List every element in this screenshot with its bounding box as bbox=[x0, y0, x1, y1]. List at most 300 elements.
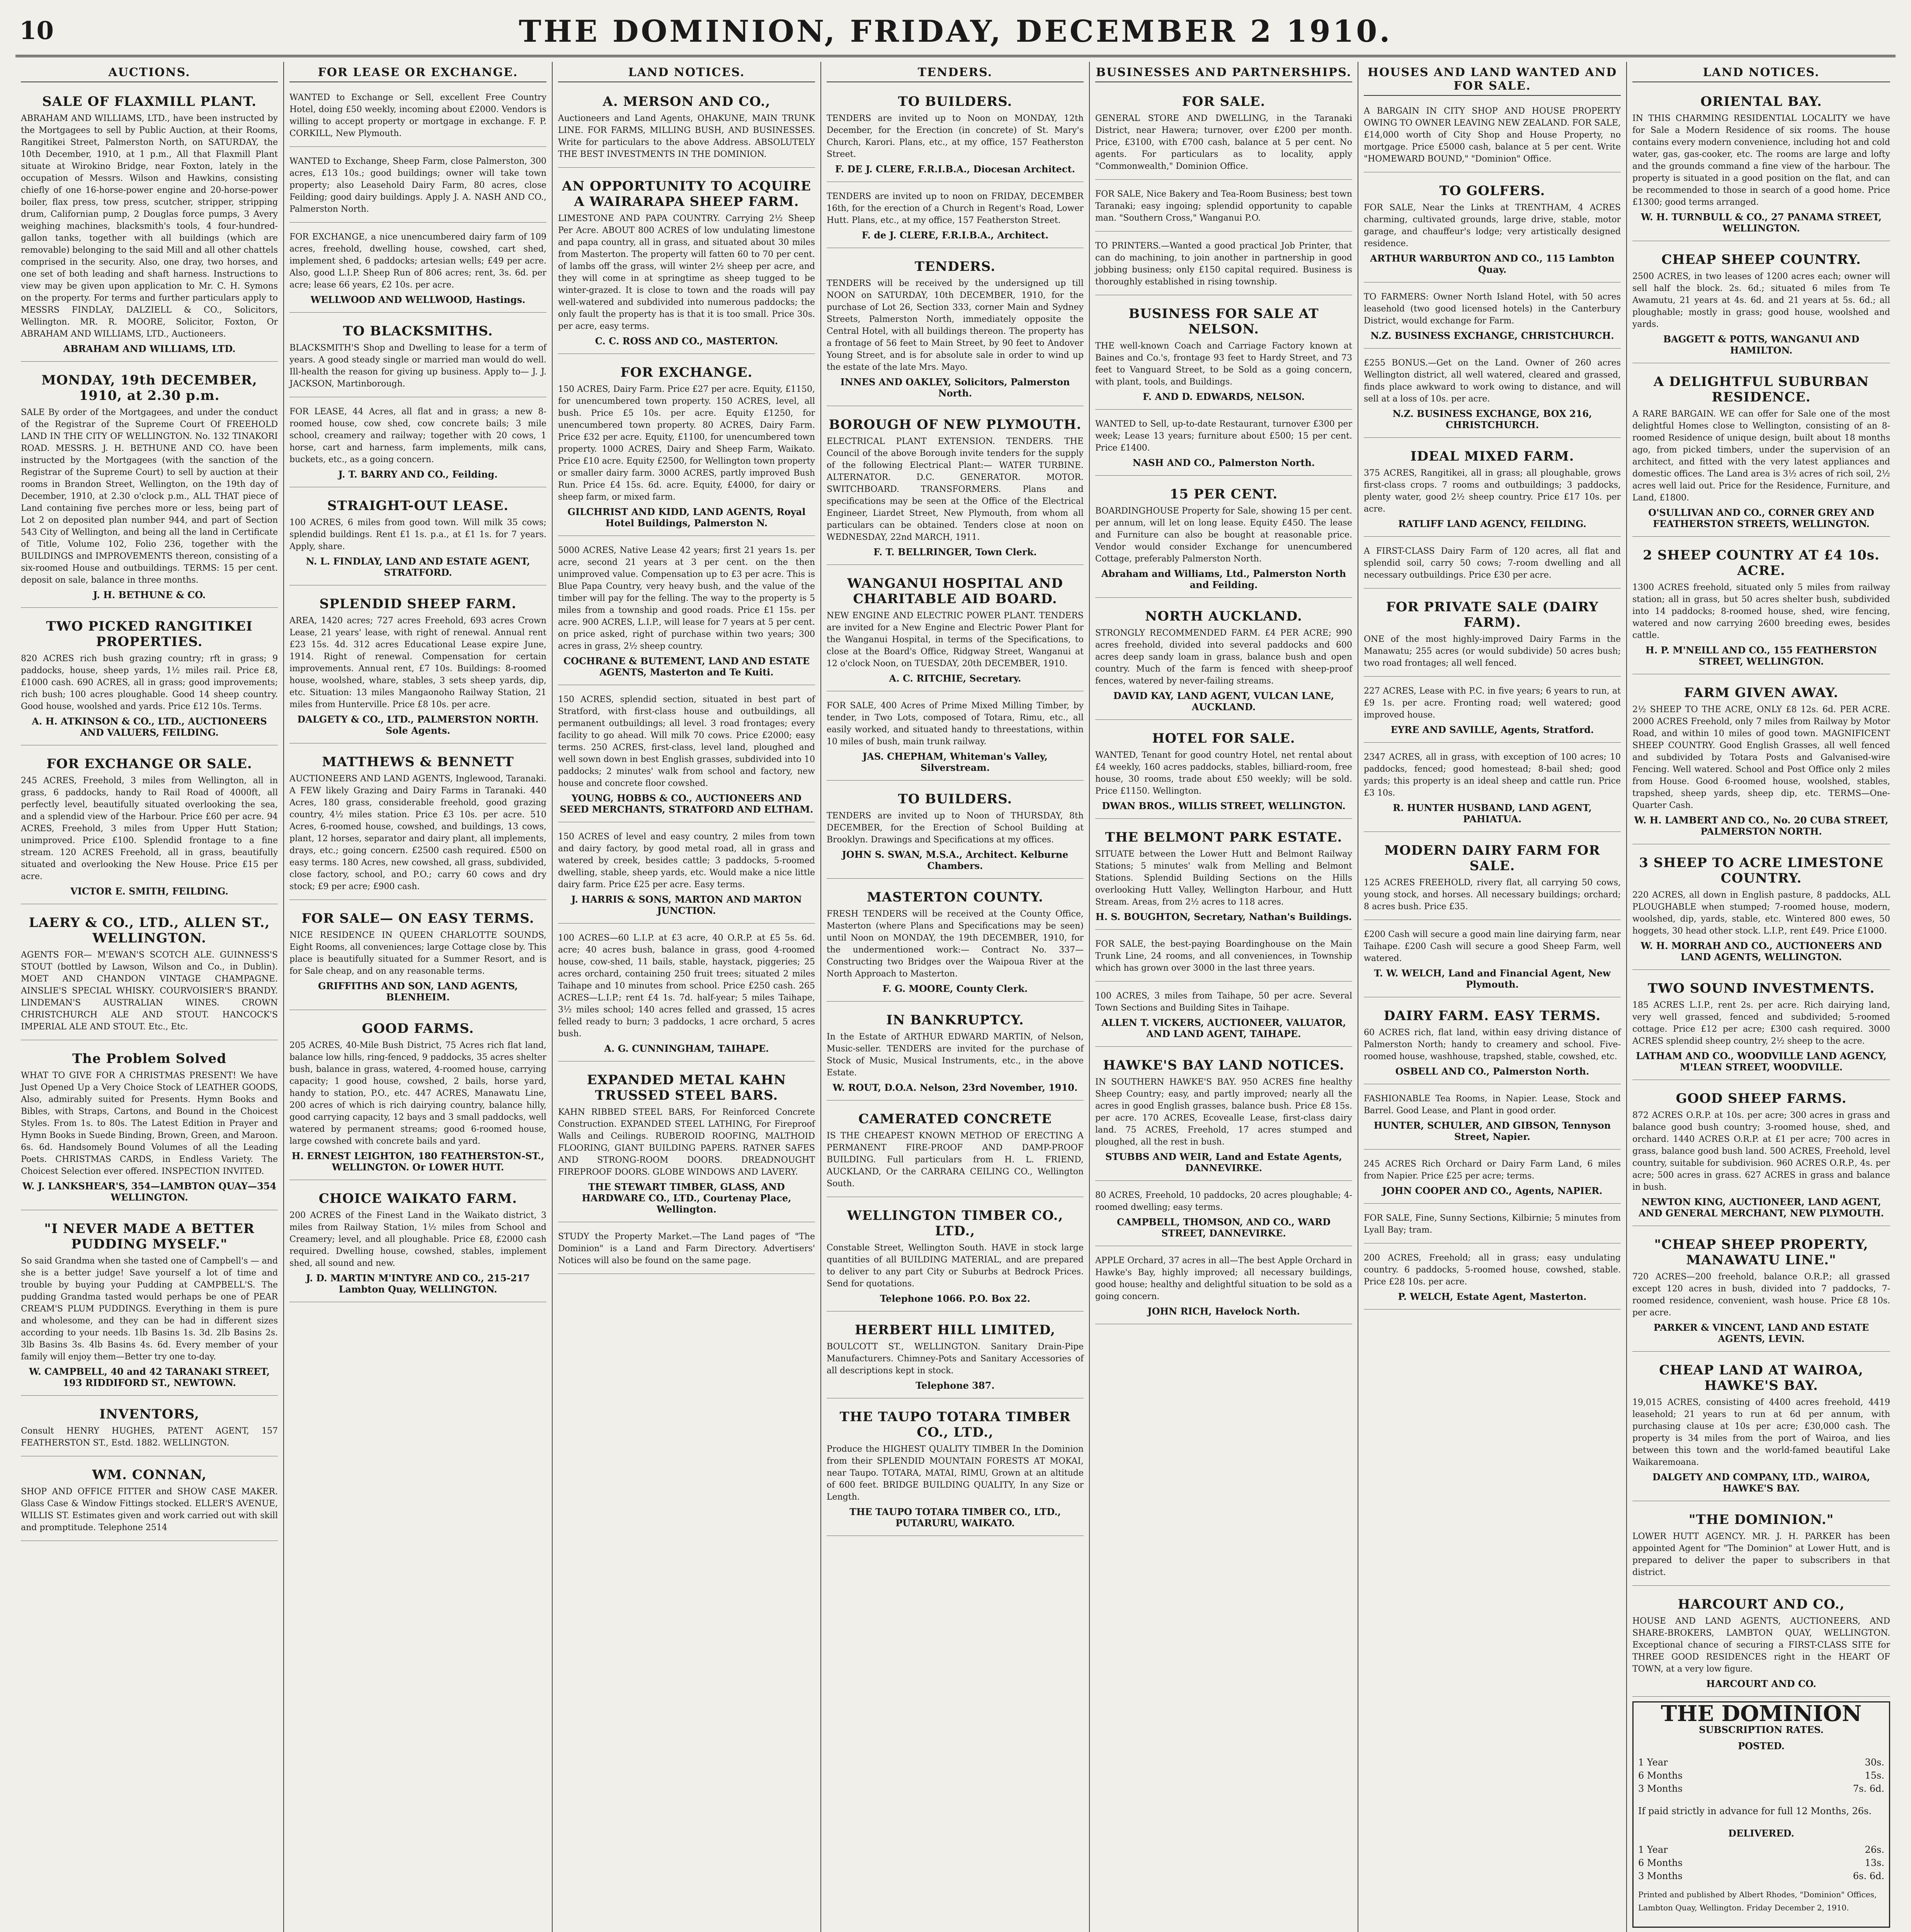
ad-title: The Problem Solved bbox=[72, 1051, 227, 1066]
ad-body: 150 ACRES, splendid section, situated in best part of Stratford, with first-class house and outbuildings, all permanent outbuildings; all level. 3 road frontages; every facility to go ahead. Will milk 70 cows. Price £2000; easy terms. 250 ACRES, first-class, level land, ploughed and well sown down in best English grasses, subdivided into 10 paddocks; 2 minutes' walk from school and factory, new house and concrete floor cowshed. bbox=[558, 695, 815, 788]
ad-signature: NASH AND CO., Palmerston North. bbox=[1132, 457, 1315, 468]
rate-row bbox=[1638, 1769, 1884, 1782]
ad-body: 205 ACRES, 40-Mile Bush District, 75 Acres rich flat land, balance low hills, ring-fenced, 9 paddocks, 35 acres shelter bush, balance in grass, watered, 4-roomed house, carrying capacity; 1 good house, cowshed, 2 bails, horse yard, handy to station, P.O., etc. 447 ACRES, Manawatu Line, 200 acres of which is rich dairying country, balance hilly, good carrying capacity, 12 bays and 3 small paddocks, well watered by permanent streams; good 6-roomed house, large cowshed with concrete bails and yard. bbox=[289, 1041, 546, 1146]
ad-signature: N.Z. BUSINESS EXCHANGE, CHRISTCHURCH. bbox=[1370, 330, 1614, 341]
ad-body: 5000 ACRES, Native Lease 42 years; first 21 years 1s. per acre, second 21 years at 3 per cent. on the then unimproved value. Compensation up to £3 per acre. This is Blue Papa Country, very heavy bush, and the value of the timber will pay for the felling. The way to the property is 5 miles from a township and good roads. Price £1 15s. per acre. 900 ACRES, L.I.P., will lease for 7 years at 5 per cent. on price asked, right of purchase within two years; 300 acres in grass, 2½ sheep country. bbox=[558, 546, 815, 651]
advertisement bbox=[558, 88, 815, 168]
ad-body: FASHIONABLE Tea Rooms, in Napier. Lease, Stock and Barrel. Good Lease, and Plant in good order. bbox=[1364, 1094, 1621, 1116]
rate-row bbox=[1638, 1843, 1884, 1856]
ad-body: AUCTIONEERS AND LAND AGENTS, Inglewood, Taranaki. A FEW likely Grazing and Dairy Farms in Taranaki. 440 Acres, 180 grass, considerable freehold, good grazing country, 4½ miles station. Price £3 10s. per acre. 510 Acres, 6-roomed house, cowshed, and buildings, 13 cows, plant, 12 horses, separator and dairy plant, all implements, drays, etc.; going concern. £2500 cash required. £500 on easy terms. 180 Acres, new cowshed, all grass, subdivided, close factory, school, and P.O.; carry 60 cows and dry stock; £9 per acre; £900 cash. bbox=[289, 774, 546, 891]
advertisement bbox=[827, 1105, 1084, 1197]
ad-title: A DELIGHTFUL SUBURBAN RESIDENCE. bbox=[1653, 374, 1869, 405]
ad-body: STRONGLY RECOMMENDED FARM. £4 PER ACRE; 990 acres freehold, divided into several paddocks and 600 acres deep sandy loam in grass, balance bush and open country. Much of the farm is fenced with sheep-proof fences, watered by never-failing streams. bbox=[1095, 628, 1352, 686]
rate-row bbox=[1638, 1782, 1884, 1795]
ad-signature: ALLEN T. VICKERS, AUCTIONEER, VALUATOR, AND LAND AGENT, TAIHAPE. bbox=[1101, 1017, 1346, 1039]
ad-title: INVENTORS, bbox=[99, 1406, 199, 1422]
ad-signature: JOHN RICH, Havelock North. bbox=[1147, 1306, 1300, 1317]
ad-body: 375 ACRES, Rangitikei, all in grass; all ploughable, grows first-class crops. 7 rooms and outbuildings; 3 paddocks, plenty water, good 2½ sheep country. Price £17 10s. per acre. bbox=[1364, 468, 1621, 514]
rate-price: 26s. bbox=[1865, 1844, 1884, 1855]
ad-body: 2500 ACRES, in two leases of 1200 acres each; owner will sell half the block. 2s. 6d.; situated 6 miles from Te Awamutu, 21 years at 4s. 6d. and 21 years at 5s. 6d.; all ploughable; mostly in grass; good house, woolshed and yards. bbox=[1632, 272, 1890, 329]
column-7 bbox=[1627, 62, 1896, 1932]
advertisement bbox=[1095, 1185, 1352, 1246]
advertisement bbox=[1364, 101, 1621, 172]
column-6 bbox=[1358, 62, 1627, 1932]
ad-body: GENERAL STORE AND DWELLING, in the Taranaki District, near Hawera; turnover, over £200 per month. Price, £3100, with £700 cash, balance at 5 per cent. No agents. For particulars as to locality, apply "Commonwealth," Dominion Office. bbox=[1095, 114, 1352, 171]
ad-body: FOR SALE, Near the Links at TRENTHAM, 4 ACRES charming, cultivated grounds, large drive, stable, motor garage, and chauffeur's lodge; very artistically designed residence. bbox=[1364, 203, 1621, 248]
advertisement bbox=[1095, 986, 1352, 1047]
ad-title: TO GOLFERS. bbox=[1439, 183, 1545, 199]
ad-signature: W. H. TURNBULL & CO., 27 PANAMA STREET, WELLINGTON. bbox=[1640, 211, 1882, 234]
column-3 bbox=[553, 62, 821, 1932]
ad-title: FARM GIVEN AWAY. bbox=[1684, 685, 1839, 701]
ad-signature: JAS. CHEPHAM, Whiteman's Valley, Silverstream. bbox=[863, 751, 1048, 773]
ad-body: AREA, 1420 acres; 727 acres Freehold, 693 acres Crown Lease, 21 years' lease, with right of renewal. Annual rent £23 15s. 4d. 312 acres Educational Lease expire June, 1914. Right of renewal. Compensation for certain improvements. Annual rent, £7 10s. Buildings: 8-roomed house, woolshed, whare, stables, 3 sets sheep yards, dip, etc. Situation: 13 miles Mangaonoho Railway Station, 21 miles from Hunterville. Price £8 10s. per acre. bbox=[289, 616, 546, 709]
ad-signature: W. J. LANKSHEAR'S, 354—LAMBTON QUAY—354 WELLINGTON. bbox=[22, 1180, 277, 1203]
ad-title: IDEAL MIXED FARM. bbox=[1410, 449, 1574, 464]
ad-body: BOARDINGHOUSE Property for Sale, showing 15 per cent. per annum, will let on long lease. Equity £450. The lease and Furniture can also be bought at reasonable price. Vendor would consider Exchange for unencumbered Cottage, preferably Palmerston North. bbox=[1095, 506, 1352, 564]
ad-title: STRAIGHT-OUT LEASE. bbox=[327, 498, 509, 514]
advertisement bbox=[1095, 414, 1352, 476]
ad-signature: F. G. MOORE, County Clerk. bbox=[882, 983, 1028, 994]
advertisement bbox=[1364, 1208, 1621, 1243]
ad-title: FOR SALE— ON EASY TERMS. bbox=[301, 911, 534, 926]
ad-signature: DWAN BROS., WILLIS STREET, WELLINGTON. bbox=[1102, 800, 1346, 811]
rate-period: 3 Months bbox=[1638, 1871, 1683, 1881]
ad-body: HOUSE AND LAND AGENTS, AUCTIONEERS, AND SHARE-BROKERS, LAMBTON QUAY, WELLINGTON. Exceptional chance of securing a FIRST-CLASS SITE for THREE GOOD RESIDENCES right in the HEART OF TOWN, at a very low figure. bbox=[1632, 1616, 1890, 1674]
ad-signature: O'SULLIVAN AND CO., CORNER GREY AND FEATHERSTON STREETS, WELLINGTON. bbox=[1648, 507, 1874, 529]
advertisement bbox=[21, 1461, 278, 1541]
advertisement bbox=[21, 1400, 278, 1456]
advertisement bbox=[558, 359, 815, 536]
ad-title: WM. CONNAN, bbox=[92, 1467, 207, 1483]
ad-body: Consult HENRY HUGHES, PATENT AGENT, 157 FEATHERSTON ST., Estd. 1882. WELLINGTON. bbox=[21, 1426, 278, 1448]
ad-signature: A. C. RITCHIE, Secretary. bbox=[889, 673, 1021, 684]
advertisement bbox=[1364, 593, 1621, 677]
advertisement bbox=[1095, 823, 1352, 930]
ad-title: "CHEAP SHEEP PROPERTY, MANAWATU LINE." bbox=[1654, 1237, 1868, 1268]
ad-body: WANTED to Exchange or Sell, excellent Free Country Hotel, doing £50 weekly, incoming about £2000. Vendors is willing to accept property or mortgage in exchange. F. P. CORKILL, New Plymouth. bbox=[289, 93, 546, 138]
delivered-label: DELIVERED. bbox=[1728, 1828, 1794, 1839]
ad-body: FOR SALE, the best-paying Boardinghouse on the Main Trunk Line, 24 rooms, and all conveniences, in Township which has grown over 3000 in the last three years. bbox=[1095, 939, 1352, 973]
advertisement bbox=[1364, 1154, 1621, 1204]
subscription-subheading: SUBSCRIPTION RATES. bbox=[1699, 1724, 1824, 1735]
advertisement bbox=[289, 227, 546, 313]
ad-body: 125 ACRES FREEHOLD, rivery flat, all carrying 50 cows, young stock, and horses. All necessary buildings; orchard; 8 acres bush. Price £35. bbox=[1364, 878, 1621, 912]
ad-signature: W. H. MORRAH AND CO., AUCTIONEERS AND LAND AGENTS, WELLINGTON. bbox=[1640, 940, 1882, 963]
ad-body: LOWER HUTT AGENCY. MR. J. H. PARKER has been appointed Agent for "The Dominion" at Lower Hutt, and is prepared to deliver the paper to subscribers in that district. bbox=[1632, 1532, 1890, 1577]
section-heading: HOUSES AND LAND WANTED AND FOR SALE. bbox=[1364, 62, 1621, 96]
ad-signature: A. G. CUNNINGHAM, TAIHAPE. bbox=[604, 1043, 769, 1054]
ad-body: STUDY the Property Market.—The Land pages of "The Dominion" is a Land and Farm Directory. Advertisers' Notices will also be found on the same page. bbox=[558, 1232, 815, 1265]
advertisement bbox=[1364, 837, 1621, 920]
advertisement bbox=[289, 748, 546, 900]
advertisement bbox=[558, 690, 815, 822]
advertisement bbox=[1095, 88, 1352, 180]
ad-body: 245 ACRES, Freehold, 3 miles from Wellington, all in grass, 6 paddocks, handy to Rail Road of 4000ft, all perfectly level, beautifully situated overlooking the sea, and a splendid view of the Harbour. Price £60 per acre. 94 ACRES, Freehold, 3 miles from Upper Hutt Station; unimproved. Price £100. Splendid frontage to a fine stream. 120 ACRES Freehold, all in grass, beautifully situated and overlooking the New House. Price £15 per acre. bbox=[21, 776, 278, 881]
ad-body: WANTED to Sell, up-to-date Restaurant, turnover £300 per week; Lease 13 years; furniture about £500; 15 per cent. Price £1400. bbox=[1095, 419, 1352, 453]
ad-body: FRESH TENDERS will be received at the County Office, Masterton (where Plans and Specifications may be seen) until Noon on MONDAY, the 19th DECEMBER, 1910, for the undermentioned work:— Contract No. 337—Constructing two Bridges over the Waipoua River at the North Approach to Masterton. bbox=[827, 909, 1084, 979]
ad-title: A. MERSON AND CO., bbox=[602, 94, 771, 109]
advertisement bbox=[827, 1006, 1084, 1100]
ad-signature: THE STEWART TIMBER, GLASS, AND HARDWARE CO., LTD., Courtenay Place, Wellington. bbox=[582, 1181, 791, 1215]
ad-signature: YOUNG, HOBBS & CO., AUCTIONEERS AND SEED MERCHANTS, STRATFORD AND ELTHAM. bbox=[560, 793, 813, 815]
advertisement bbox=[21, 1045, 278, 1210]
ad-body: KAHN RIBBED STEEL BARS, For Reinforced Concrete Construction. EXPANDED STEEL LATHING, For Fireproof Walls and Ceilings. RUBEROID ROOFING, MALTHOID FLOORING, GIANT BUILDING PAPERS. RATNER SAFES AND STRONG-ROOM DOORS. DREADNOUGHT FIREPROOF DOORS. GLOBE WINDOWS AND LAVERY. bbox=[558, 1107, 815, 1177]
ad-title: BOROUGH OF NEW PLYMOUTH. bbox=[829, 417, 1082, 432]
ad-body: £200 Cash will secure a good main line dairying farm, near Taihape. £200 Cash will secure a good Sheep Farm, well watered. bbox=[1364, 930, 1621, 963]
ad-signature: STUBBS AND WEIR, Land and Estate Agents, DANNEVIRKE. bbox=[1105, 1151, 1342, 1173]
ad-body: 245 ACRES Rich Orchard or Dairy Farm Land, 6 miles from Napier. Price £25 per acre; terms. bbox=[1364, 1159, 1621, 1181]
ad-title: TENDERS. bbox=[914, 259, 996, 274]
ad-title: FOR EXCHANGE OR SALE. bbox=[46, 756, 252, 772]
ad-body: IS THE CHEAPEST KNOWN METHOD OF ERECTING A PERMANENT FIRE-PROOF AND DAMP-PROOF BUILDING. Full particulars from H. L. FRIEND, AUCKLAND, Or the CARRARA CEILING CO., Wellington South. bbox=[827, 1131, 1084, 1189]
ad-body: Produce the HIGHEST QUALITY TIMBER In the Dominion from their SPLENDID MOUNTAIN FORESTS AT MOKAI, near Taupo. TOTARA, MATAI, RIMU, Grown at an altitude of 600 feet. BRIDGE BUILDING QUALITY, In any Size or Length. bbox=[827, 1444, 1084, 1502]
ad-body: IN THIS CHARMING RESIDENTIAL LOCALITY we have for Sale a Modern Residence of six rooms. The house contains every modern convenience, including hot and cold water, gas, gas-cooker, etc. The rooms are large and lofty and the grounds command a fine view of the harbour. The property is situated in a good position on the flat, and can be recommended to those in search of a good home. Price £1300; good terms arranged. bbox=[1632, 114, 1890, 207]
advertisement bbox=[1364, 353, 1621, 438]
ad-body: 19,015 ACRES, consisting of 4400 acres freehold, 4419 leasehold; 21 years to run at 6d per annum, with purchasing clause at 10s per acre; £30,000 cash. The property is 34 miles from the port of Wairoa, and lies between this town and the world-famed beautiful Lake Waikaremoana. bbox=[1632, 1398, 1890, 1467]
ad-title: MONDAY, 19th DECEMBER, 1910, at 2.30 p.m. bbox=[41, 372, 257, 403]
ad-title: WELLINGTON TIMBER CO., LTD., bbox=[847, 1208, 1064, 1239]
ad-body: 60 ACRES rich, flat land, within easy driving distance of Palmerston North; handy to creamery and school. Five-roomed house, washhouse, trapshed, stable, cowshed, etc. bbox=[1364, 1028, 1621, 1061]
ad-title: THE BELMONT PARK ESTATE. bbox=[1105, 830, 1343, 845]
ad-body: THE well-known Coach and Carriage Factory known at Baines and Co.'s, frontage 93 feet to Hardy Street, and 73 feet to Vanguard Street, to be Sold as a going concern, with plant, tools, and Buildings. bbox=[1095, 341, 1352, 387]
page-number: 10 bbox=[19, 16, 54, 45]
ad-signature: J. H. BETHUNE & CO. bbox=[93, 589, 206, 600]
advertisement bbox=[289, 88, 546, 147]
ad-title: "I NEVER MADE A BETTER PUDDING MYSELF." bbox=[44, 1221, 255, 1252]
ad-title: CHEAP LAND AT WAIROA, HAWKE'S BAY. bbox=[1659, 1362, 1863, 1393]
ad-body: 200 ACRES of the Finest Land in the Waikato district, 3 miles from Railway Station, 1½ miles from School and Creamery; level, and all ploughable. Price £8, £2000 cash required. Dwelling house, cowshed, stables, implement shed, all sound and new. bbox=[289, 1211, 546, 1268]
ad-title: ORIENTAL BAY. bbox=[1700, 94, 1822, 109]
advertisement bbox=[558, 1066, 815, 1222]
ad-body: FOR LEASE, 44 Acres, all flat and in grass; a new 8-roomed house, cow shed, cow concrete bails; 3 mile school, creamery and railway; together with 20 cows, 1 horse, cart and harness, farm implements, milk cans, buckets, etc., as a going concern. bbox=[289, 407, 546, 464]
ad-body: WHAT TO GIVE FOR A CHRISTMAS PRESENT! We have Just Opened Up a Very Choice Stock of LEATHER GOODS, Also, admirably suited for Presents. Hymn Books and Bibles, with Straps, Cartons, and Bound in the Choicest Styles. From 1s. to 80s. The Latest Edition in Prayer and Hymn Books in Suede Binding, Brown, Green, and Maroon. 6s. 6d. Handsomely Bound Volumes of all the Leading Poets. CHRISTMAS CARDS, in Endless Variety. The Choicest Selection ever offered. INSPECTION INVITED. bbox=[21, 1071, 278, 1176]
ad-title: HAWKE'S BAY LAND NOTICES. bbox=[1103, 1058, 1344, 1073]
ad-body: 2347 ACRES, all in grass, with exception of 100 acres; 10 paddocks, fenced; good homestead; 8-bail shed; good yards; this property is an ideal sheep and cattle run. Price £3 10s. bbox=[1364, 752, 1621, 798]
advertisement bbox=[1364, 1002, 1621, 1084]
ad-title: HERBERT HILL LIMITED, bbox=[854, 1322, 1056, 1338]
advertisement bbox=[289, 151, 546, 223]
advertisement bbox=[1095, 724, 1352, 819]
ad-title: SPLENDID SHEEP FARM. bbox=[319, 596, 517, 612]
ad-signature: RATLIFF LAND AGENCY, FEILDING. bbox=[1398, 518, 1586, 529]
section-heading: LAND NOTICES. bbox=[558, 62, 815, 82]
advertisement bbox=[827, 1403, 1084, 1536]
section-heading: LAND NOTICES. bbox=[1632, 62, 1890, 82]
ad-body: ONE of the most highly-improved Dairy Farms in the Manawatu; 255 acres (or would subdivide) 50 acres bush; two road frontages; all well fenced. bbox=[1364, 634, 1621, 668]
advertisement bbox=[1632, 88, 1890, 241]
ad-body: SITUATE between the Lower Hutt and Belmont Railway Stations; 5 minutes' walk from Melling and Belmont Stations. Splendid Building Sections on the Hills overlooking Hutt Valley, Wellington Harbour, and Hutt Stream. Areas, from 2½ acres to 118 acres. bbox=[1095, 849, 1352, 907]
advertisement bbox=[1364, 177, 1621, 282]
ad-body: 150 ACRES, Dairy Farm. Price £27 per acre. Equity, £1150, for unencumbered town property. 150 ACRES, level, all bush. Price £5 10s. per acre. Equity £1250, for unencumbered town property. 80 ACRES, Dairy Farm. Price £32 per acre. Equity, £1100, for unencumbered town property. 1000 ACRES, Dairy and Sheep Farm, Waikato. Price £10 acre. Equity £2500, for Wellington town property or smaller dairy farm. 3000 ACRES, partly improved Bush Run. Price £4 15s. 6d. acre. Equity, £4000, for dairy or sheep farm, or mixed farm. bbox=[558, 384, 815, 502]
advertisement bbox=[1632, 679, 1890, 844]
ad-signature: J. HARRIS & SONS, MARTON AND MARTON JUNCTION. bbox=[571, 894, 802, 916]
ad-title: CAMERATED CONCRETE bbox=[858, 1111, 1052, 1127]
advertisement bbox=[289, 402, 546, 487]
advertisement bbox=[1364, 925, 1621, 997]
masthead bbox=[15, 9, 1896, 57]
ad-title: FOR SALE. bbox=[1182, 94, 1266, 109]
ad-body: ELECTRICAL PLANT EXTENSION. TENDERS. THE Council of the above Borough invite tenders for the supply of the following Electrical Plant:— WATER TURBINE. ALTERNATOR. D.C. GENERATOR. MOTOR. SWITCHBOARD. TRANSFORMERS. Plans and specifications may be seen at the Office of the Electrical Engineer, Liardet Street, New Plymouth, from whom all particulars can be obtained. Tenders close at noon on WEDNESDAY, 22nd MARCH, 1911. bbox=[827, 437, 1084, 542]
ad-title: NORTH AUCKLAND. bbox=[1145, 609, 1302, 624]
advertisement bbox=[1095, 236, 1352, 295]
advertisement bbox=[558, 1227, 815, 1274]
ad-signature: ARTHUR WARBURTON AND CO., 115 Lambton Quay. bbox=[1370, 253, 1615, 275]
advertisement bbox=[827, 883, 1084, 1002]
ad-signature: BAGGETT & POTTS, WANGANUI AND HAMILTON. bbox=[1663, 333, 1860, 356]
advertisement bbox=[558, 928, 815, 1061]
ad-body: APPLE Orchard, 37 acres in all—The best Apple Orchard in Hawke's Bay, highly improved; all necessary buildings, good house; healthy and delightful situation to be sold as a going concern. bbox=[1095, 1256, 1352, 1301]
ad-body: NEW ENGINE AND ELECTRIC POWER PLANT. TENDERS are invited for a New Engine and Electric Power Plant for the Wanganui Hospital, in terms of the Specifications, to close at the Board's Office, Ridgway Street, Wanganui at 12 o'clock Noon, on TUESDAY, 20th DECEMBER, 1910. bbox=[827, 611, 1084, 668]
ad-title: DAIRY FARM. EASY TERMS. bbox=[1383, 1008, 1601, 1024]
ad-signature: CAMPBELL, THOMSON, AND CO., WARD STREET, DANNEVIRKE. bbox=[1117, 1216, 1331, 1239]
ad-signature: DAVID KAY, LAND AGENT, VULCAN LANE, AUCKLAND. bbox=[1113, 690, 1334, 713]
newspaper-columns bbox=[15, 62, 1896, 1932]
ad-body: Constable Street, Wellington South. HAVE in stock large quantities of all BUILDING MATERIAL, and are prepared to deliver to any part City or Suburbs at Bedrock Prices. Send for quotations. bbox=[827, 1243, 1084, 1289]
ad-signature: HARCOURT AND CO. bbox=[1706, 1678, 1816, 1689]
ad-signature: H. ERNEST LEIGHTON, 180 FEATHERSTON-ST., WELLINGTON. Or LOWER HUTT. bbox=[291, 1150, 545, 1173]
ad-body: In the Estate of ARTHUR EDWARD MARTIN, of Nelson, Music-seller. TENDERS are invited for the purchase of Stock of Music, Musical Instruments, etc., in the above Estate. bbox=[827, 1032, 1084, 1078]
rate-price: 7s. 6d. bbox=[1853, 1783, 1884, 1794]
ad-signature: A. H. ATKINSON & CO., LTD., AUCTIONEERS AND VALUERS, FEILDING. bbox=[32, 716, 267, 738]
advertisement bbox=[1632, 1506, 1890, 1586]
ad-signature: COCHRANE & BUTEMENT, LAND AND ESTATE AGENTS, Masterton and Te Kuiti. bbox=[563, 655, 810, 678]
advertisement bbox=[827, 696, 1084, 781]
ad-body: A BARGAIN IN CITY SHOP AND HOUSE PROPERTY OWING TO OWNER LEAVING NEW ZEALAND. FOR SALE, £14,000 worth of City Shop and House Property, no mortgage. Price £5000 cash, balance at 5 per cent. Write "HOMEWARD BOUND," "Dominion" Office. bbox=[1364, 106, 1621, 164]
rate-price: 15s. bbox=[1865, 1770, 1884, 1781]
advertisement bbox=[289, 905, 546, 1010]
advertisement bbox=[558, 827, 815, 923]
ad-title: MASTERTON COUNTY. bbox=[867, 889, 1043, 905]
ad-signature: F. AND D. EDWARDS, NELSON. bbox=[1143, 391, 1305, 402]
ad-signature: OSBELL AND CO., Palmerston North. bbox=[1395, 1066, 1589, 1077]
advertisement bbox=[827, 411, 1084, 565]
advertisement bbox=[21, 366, 278, 608]
section-heading: TENDERS. bbox=[827, 62, 1084, 82]
ad-signature: N. L. FINDLAY, LAND AND ESTATE AGENT, STRATFORD. bbox=[306, 556, 530, 578]
ad-title: WANGANUI HOSPITAL AND CHARITABLE AID BOARD. bbox=[847, 576, 1063, 607]
imprint: Printed and published by Albert Rhodes, "Dominion" Offices, Lambton Quay, Wellington. Friday December 2, 1910. bbox=[1638, 1890, 1877, 1912]
advertisement bbox=[827, 187, 1084, 248]
advertisement bbox=[827, 1202, 1084, 1311]
ad-body: TENDERS will be received by the undersigned up till NOON on SATURDAY, 10th DECEMBER, 1910, for the purchase of Lot 26, Section 333, corner Main and Sydney Streets, Palmerston North, immediately opposite the Central Hotel, with all buildings thereon. The property has a frontage of 56 feet to Main Street, by 90 feet to Andover Young Street, and is for absolute sale in order to wind up the estate of the late Mrs. Mayo. bbox=[827, 279, 1084, 372]
ad-body: A RARE BARGAIN. WE can offer for Sale one of the most delightful Homes close to Wellington, consisting of an 8-roomed Residence of unique design, built about 18 months ago, from picked timbers, under the supervision of an architect, and fitted with the very latest appliances and domestic offices. The Land area is 3½ acres of rich soil, 2½ acres well laid out. Price for the Residence, Furniture, and Land, £1800. bbox=[1632, 409, 1890, 503]
rate-period: 1 Year bbox=[1638, 1844, 1668, 1855]
column-1 bbox=[15, 62, 284, 1932]
ad-body: 100 ACRES—60 L.I.P. at £3 acre, 40 O.R.P. at £5 5s. 6d. acre; 40 acres bush, balance in grass, good 4-roomed house, cow-shed, 11 bails, stable, haystack, piggeries; 25 acres orchard, containing 250 fruit trees; situated 2 miles Taihape and 10 minutes from school. Price £250 cash. 265 ACRES—L.I.P.; rent £4 1s. 7d. half-year; 5 miles Taihape, 3½ miles school; 140 acres felled and grassed, 15 acres felled ready to burn; 3 paddocks, 1 acre orchard, 5 acres bush. bbox=[558, 933, 815, 1039]
ad-title: CHEAP SHEEP COUNTRY. bbox=[1661, 252, 1861, 267]
rate-row bbox=[1638, 1856, 1884, 1869]
ad-title: HOTEL FOR SALE. bbox=[1152, 731, 1295, 746]
ad-body: FOR SALE, Fine, Sunny Sections, Kilbirnie; 5 minutes from Lyall Bay; tram. bbox=[1364, 1213, 1621, 1235]
ad-signature: H. P. M'NEILL AND CO., 155 FEATHERSTON STREET, WELLINGTON. bbox=[1646, 645, 1877, 667]
rate-price: 30s. bbox=[1865, 1757, 1884, 1768]
ad-signature: Abraham and Williams, Ltd., Palmerston North and Feilding. bbox=[1101, 568, 1346, 590]
ad-body: TENDERS are invited up to Noon on MONDAY, 12th December, for the Erection (in concrete) of St. Mary's Church, Karori. Plans, etc., at my office, 157 Featherston Street. bbox=[827, 114, 1084, 159]
ad-signature: JOHN COOPER AND CO., Agents, NAPIER. bbox=[1382, 1185, 1603, 1196]
advertisement bbox=[289, 317, 546, 397]
ad-body: 1300 ACRES freehold, situated only 5 miles from railway station; all in grass, but 50 acres shelter bush, subdivided into 14 paddocks; 8-roomed house, shed, wire fencing, watered and now carrying 2600 breeding ewes, besides cattle. bbox=[1632, 583, 1890, 640]
ad-title: 3 SHEEP TO ACRE LIMESTONE COUNTRY. bbox=[1639, 855, 1884, 886]
ad-body: FOR EXCHANGE, a nice unencumbered dairy farm of 109 acres, freehold, dwelling house, cowshed, cart shed, implement shed, 6 paddocks; artesian wells; £49 per acre. Also, good L.I.P. Sheep Run of 806 acres; rent, 3s. 6d. per acre; lease 66 years, £2 10s. per acre. bbox=[289, 232, 546, 290]
ad-title: GOOD FARMS. bbox=[362, 1021, 474, 1036]
ad-body: 100 ACRES, 3 miles from Taihape, 50 per acre. Several Town Sections and Building Sites in Taihape. bbox=[1095, 991, 1352, 1013]
ad-body: A FIRST-CLASS Dairy Farm of 120 acres, all flat and splendid soil, carry 50 cows; 7-room dwelling and all necessary outbuildings. Price £30 per acre. bbox=[1364, 546, 1621, 580]
page-title: THE DOMINION, FRIDAY, DECEMBER 2 1910. bbox=[519, 14, 1392, 49]
ad-title: 2 SHEEP COUNTRY AT £4 10s. ACRE. bbox=[1643, 548, 1880, 578]
ad-title: CHOICE WAIKATO FARM. bbox=[318, 1191, 517, 1206]
ad-body: AGENTS FOR— M'EWAN'S SCOTCH ALE. GUINNESS'S STOUT (bottled by Lawson, Wilson and Co., in Dublin). MOET AND CHANDON VINTAGE CHAMPAGNE. AINSLIE'S SPECIAL WHISKY. COURVOISIER'S BRANDY. LINDEMAN'S AUSTRALIAN WINES. CROWN CHRISTCHURCH ALE AND STOUT. HANCOCK'S IMPERIAL ALE AND STOUT. Etc., Etc. bbox=[21, 950, 278, 1032]
advertisement bbox=[1364, 1248, 1621, 1310]
advertisement bbox=[827, 785, 1084, 879]
ad-body: NICE RESIDENCE IN QUEEN CHARLOTTE SOUNDS, Eight Rooms, all conveniences; large Cottage close by. This place is beautifully situated for a Summer Resort, and is for Sale cheap, and on any reasonable terms. bbox=[289, 930, 546, 976]
ad-title: TO BUILDERS. bbox=[898, 791, 1013, 807]
advertisement bbox=[1632, 246, 1890, 363]
section-heading: BUSINESSES AND PARTNERSHIPS. bbox=[1095, 62, 1352, 82]
advertisement bbox=[1364, 541, 1621, 588]
ad-body: 820 ACRES rich bush grazing country; rft in grass; 9 paddocks, house, sheep yards, 1½ miles rail. Price £8, £1000 cash. 690 ACRES, all in grass; good improvements; rich bush; 100 acres ploughable. Good 14 sheep country. Good house, woolshed and yards. Price £12 10s. Terms. bbox=[21, 654, 278, 711]
column-5 bbox=[1090, 62, 1358, 1932]
ad-body: So said Grandma when she tasted one of Campbell's — and she is a better judge! Save yourself a lot of time and trouble by buying your Pudding at CAMPBELL'S. The pudding Grandma tasted would perhaps be one of PEAR CREAM'S PLUM PUDDINGS. Everything in them is pure and wholesome, and they can be had in different sizes according to your needs. 1lb Basins 1s. 3d. 2lb Basins 2s. 3lb Basins 3s. 4lb Basins 4s. 6d. Every member of your family will enjoy them—Better try one to-day. bbox=[21, 1256, 278, 1362]
ad-signature: T. W. WELCH, Land and Financial Agent, New Plymouth. bbox=[1374, 968, 1611, 990]
advertisement bbox=[21, 612, 278, 745]
advertisement bbox=[1364, 1089, 1621, 1150]
posted-label: POSTED. bbox=[1738, 1740, 1785, 1752]
ad-body: 100 ACRES, 6 miles from good town. Will milk 35 cows; splendid buildings. Rent £1 1s. p.a., at £1 1s. for 7 years. Apply, share. bbox=[289, 518, 546, 551]
ad-body: FOR SALE, Nice Bakery and Tea-Room Business; best town Taranaki; easy ingoing; splendid opportunity to capable man. "Southern Cross," Wanganui P.O. bbox=[1095, 189, 1352, 223]
ad-signature: Telephone 1066. P.O. Box 22. bbox=[880, 1293, 1030, 1304]
ad-body: 185 ACRES L.I.P., rent 2s. per acre. Rich dairying land, very well grassed, fenced and subdivided; 5-roomed cottage. Price £12 per acre; £300 cash required. 3000 ACRES splendid sheep country, 2½ sheep to the acre. bbox=[1632, 1000, 1890, 1046]
advertisement bbox=[1095, 480, 1352, 598]
ad-signature: WELLWOOD AND WELLWOOD, Hastings. bbox=[310, 294, 526, 305]
column-4 bbox=[821, 62, 1090, 1932]
advertisement bbox=[827, 253, 1084, 406]
advertisement bbox=[21, 1215, 278, 1396]
ad-body: 227 ACRES, Lease with P.C. in five years; 6 years to run, at £9 1s. per acre. Fronting road; well watered; good improved house. bbox=[1364, 686, 1621, 720]
ad-signature: THE TAUPO TOTARA TIMBER CO., LTD., PUTARURU, WAIKATO. bbox=[849, 1506, 1061, 1529]
ad-signature: J. T. BARRY AND CO., Feilding. bbox=[338, 469, 498, 480]
ad-body: 200 ACRES, Freehold; all in grass; easy undulating country. 6 paddocks, 5-roomed house, cowshed, stable. Price £28 10s. per acre. bbox=[1364, 1253, 1621, 1287]
ad-body: 872 ACRES O.R.P. at 10s. per acre; 300 acres in grass and balance good bush country; 3-roomed house, shed, and orchard. 1440 ACRES O.R.P. at £1 per acre; 700 acres in grass, balance good bush land. 500 ACRES, Freehold, level country, suitable for subdivision. 960 ACRES O.R.P., 4s. per acre; 500 acres in grass. 627 ACRES in grass and balance in bush. bbox=[1632, 1111, 1890, 1192]
ad-title: TWO PICKED RANGITIKEI PROPERTIES. bbox=[46, 619, 253, 650]
ad-signature: LATHAM AND CO., WOODVILLE LAND AGENCY, M'LEAN STREET, WOODVILLE. bbox=[1636, 1050, 1887, 1073]
advertisement bbox=[1632, 1085, 1890, 1226]
ad-signature: DALGETY & CO., LTD., PALMERSTON NORTH. Sole Agents. bbox=[297, 714, 539, 736]
advertisement bbox=[1632, 1590, 1890, 1697]
advertisement bbox=[827, 570, 1084, 691]
ad-body: 80 ACRES, Freehold, 10 paddocks, 20 acres ploughable; 4-roomed dwelling; easy terms. bbox=[1095, 1190, 1352, 1212]
ad-body: IN SOUTHERN HAWKE'S BAY. 950 ACRES fine healthy Sheep Country; easy, and partly improved; nearly all the acres in good English grasses, balance bush. Price £8 15s. per acre. 170 ACRES, Ecovealle Lease, first-class dairy land. 75 ACRES, Freehold, 17 acres stumped and ploughed, all the rest in bush. bbox=[1095, 1077, 1352, 1147]
ad-signature: W. H. LAMBERT AND CO., No. 20 CUBA STREET, PALMERSTON NORTH. bbox=[1634, 815, 1889, 837]
ad-signature: GILCHRIST AND KIDD, LAND AGENTS, Royal Hotel Buildings, Palmerston N. bbox=[567, 506, 806, 529]
advertisement bbox=[558, 541, 815, 685]
ad-title: THE TAUPO TOTARA TIMBER CO., LTD., bbox=[839, 1409, 1071, 1440]
ad-signature: ABRAHAM AND WILLIAMS, LTD. bbox=[63, 343, 236, 354]
advertisement bbox=[1095, 1051, 1352, 1181]
ad-signature: NEWTON KING, AUCTIONEER, LAND AGENT, AND GENERAL MERCHANT, NEW PLYMOUTH. bbox=[1639, 1196, 1884, 1219]
advertisement bbox=[1095, 934, 1352, 981]
advertisement bbox=[1364, 681, 1621, 743]
rate-period: 6 Months bbox=[1638, 1770, 1683, 1781]
ad-body: ABRAHAM AND WILLIAMS, LTD., have been instructed by the Mortgagees to sell by Public Auction, at their Rooms, Rangitikei Street, Palmerston North, on SATURDAY, the 10th December, 1910, at 1 p.m., All that Flaxmill Plant situate at Wirokino Bridge, near Foxton, lately in the occupation of Messrs. Wilson and Hawkins, consisting chiefly of one 16-horse-power engine and 20-horse-power boiler, flax press, tow press, scutcher, stripper, stripping drum, Californian pump, 2 Douglas force pumps, 3 Avery weighing machines, blacksmith's tools, 4 four-hundred-gallon tanks, together with all buildings (which are removable) belonging to the said Mill and all other chattels comprised in the security. Also, one dray, two horses, and one set of both leading and shaft harness. Instructions to view may be given upon application to Mr. C. H. Symons on the property. For terms and further particulars apply to MESSRS FINDLAY, DALZIELL & CO., Solicitors, Wellington. MR. R. MOORE, Solicitor, Foxton, Or ABRAHAM AND WILLIAMS, LTD., Auctioneers. bbox=[21, 114, 278, 339]
ad-title: AN OPPORTUNITY TO ACQUIRE A WAIRARAPA SHEEP FARM. bbox=[562, 179, 812, 209]
ad-signature: PARKER & VINCENT, LAND AND ESTATE AGENTS, LEVIN. bbox=[1653, 1322, 1869, 1344]
section-heading: FOR LEASE OR EXCHANGE. bbox=[289, 62, 546, 82]
ad-body: LIMESTONE AND PAPA COUNTRY. Carrying 2½ Sheep Per Acre. ABOUT 800 ACRES of low undulating limestone and papa country, all in grass, and situated about 30 miles from Masterton. The property will fatten 60 to 70 per cent. of lambs off the grass, will winter 2½ sheep per acre, and they will come in at springtime as sheep tugged to be winter-grazed. It is close to town and the roads will pay well-watered and subdivided into numerous paddocks; the only fault the property has is that it is too small. Price 30s. per acre, easy terms. bbox=[558, 214, 815, 331]
ad-signature: HUNTER, SCHULER, AND GIBSON, Tennyson Street, Napier. bbox=[1373, 1120, 1611, 1142]
subscription-rates bbox=[1632, 1701, 1890, 1928]
ad-title: LAERY & CO., LTD., ALLEN ST., WELLINGTON. bbox=[29, 915, 270, 946]
ad-signature: W. ROUT, D.O.A. Nelson, 23rd November, 1910. bbox=[832, 1082, 1078, 1093]
advertisement bbox=[289, 590, 546, 743]
rate-price: 13s. bbox=[1865, 1857, 1884, 1868]
ad-title: MODERN DAIRY FARM FOR SALE. bbox=[1384, 843, 1600, 874]
ad-signature: INNES AND OAKLEY, Solicitors, Palmerston North. bbox=[840, 376, 1070, 399]
ad-body: 150 ACRES of level and easy country, 2 miles from town and dairy factory, by good metal road, all in grass and watered by creek, besides cattle; 3 paddocks, 5-roomed dwelling, stable, sheep yards, etc. Would make a nice little dairy farm. Price £25 per acre. Easy terms. bbox=[558, 832, 815, 889]
ad-body: FOR SALE, 400 Acres of Prime Mixed Milling Timber, by tender, in Two Lots, composed of Totara, Rimu, etc., all easily worked, and situated handy to threestations, within 10 miles of bush, main trunk railway. bbox=[827, 701, 1084, 747]
ad-body: SALE By order of the Mortgagees, and under the conduct of the Registrar of the Supreme Court Of FREEHOLD LAND IN THE CITY OF WELLINGTON. No. 132 TINAKORI ROAD. MESSRS. J. H. BETHUNE AND CO. have been instructed by the Mortgagees (with the sanction of the Registrar of the Supreme Court) to sell by auction at their rooms in Brandon Street, Wellington, on the 19th day of December, 1910, at 2.30 o'clock p.m., ALL THAT piece of Land containing five perches more or less, being part of Lot 2 on deposited plan number 944, and part of Section 543 City of Wellington, and being all the land in Certificate of Title, Volume 102, Folio 236, together with the BUILDINGS and IMPROVEMENTS thereon, consisting of a six-roomed House and outbuildings. TERMS: 15 per cent. deposit on sale, balance in three months. bbox=[21, 408, 278, 585]
ad-signature: VICTOR E. SMITH, FEILDING. bbox=[70, 886, 228, 897]
ad-title: BUSINESS FOR SALE AT NELSON. bbox=[1128, 306, 1319, 337]
advertisement bbox=[1095, 1251, 1352, 1324]
ad-title: EXPANDED METAL KAHN TRUSSED STEEL BARS. bbox=[587, 1072, 786, 1103]
ad-body: 720 ACRES—200 freehold, balance O.R.P.; all grassed except 120 acres in bush, divided into 7 paddocks, 7-roomed residence, convenient, wash house. Price £8 10s. per acre. bbox=[1632, 1272, 1890, 1318]
ad-title: MATTHEWS & BENNETT bbox=[322, 754, 514, 770]
ad-signature: EYRE AND SAVILLE, Agents, Stratford. bbox=[1390, 724, 1594, 735]
ad-signature: P. WELCH, Estate Agent, Masterton. bbox=[1398, 1291, 1587, 1302]
ad-body: WANTED, Tenant for good country Hotel, net rental about £4 weekly, 160 acres paddocks, stables, billiard-room, free house, 30 rooms, trade about £50 weekly; will be sold. Price £1150. Wellington. bbox=[1095, 750, 1352, 796]
rate-price: 6s. 6d. bbox=[1853, 1871, 1884, 1881]
ad-body: Auctioneers and Land Agents, OHAKUNE, MAIN TRUNK LINE. FOR FARMS, MILLING BUSH, AND BUSINESSES. Write for particulars to the above Address. ABSOLUTELY THE BEST INVESTMENTS IN THE DOMINION. bbox=[558, 114, 815, 159]
ad-signature: W. CAMPBELL, 40 and 42 TARANAKI STREET, 193 RIDDIFORD ST., NEWTOWN. bbox=[29, 1366, 270, 1388]
subscription-heading: THE DOMINION bbox=[1661, 1701, 1862, 1726]
ad-signature: R. HUNTER HUSBAND, LAND AGENT, PAHIATUA. bbox=[1393, 802, 1592, 825]
rate-period: 3 Months bbox=[1638, 1783, 1683, 1794]
ad-body: BOULCOTT ST., WELLINGTON. Sanitary Drain-Pipe Manufacturers. Chimney-Pots and Sanitary Accessories of all descriptions kept in stock. bbox=[827, 1342, 1084, 1376]
advertisement bbox=[1095, 602, 1352, 720]
advertisement bbox=[1632, 975, 1890, 1080]
ad-title: SALE OF FLAXMILL PLANT. bbox=[42, 94, 257, 109]
advertisement bbox=[1095, 184, 1352, 231]
ad-title: TWO SOUND INVESTMENTS. bbox=[1647, 981, 1875, 996]
ad-body: TENDERS are invited up to Noon of THURSDAY, 8th DECEMBER, for the Erection of School Building at Brooklyn. Drawings and Specifications at my offices. bbox=[827, 811, 1084, 845]
ad-signature: J. D. MARTIN M'INTYRE AND CO., 215-217 Lambton Quay, WELLINGTON. bbox=[306, 1272, 530, 1295]
ad-signature: F. de J. CLERE, F.R.I.B.A., Architect. bbox=[861, 230, 1049, 241]
advertisement bbox=[1364, 287, 1621, 349]
ad-body: 2½ SHEEP TO THE ACRE, ONLY £8 12s. 6d. PER ACRE. 2000 ACRES Freehold, only 7 miles from Railway by Motor Road, and within 10 miles of good town. MAGNIFICENT SHEEP COUNTRY. Good English Grasses, all well fenced and subdivided by Totara Posts and Galvanised-wire Fencing. Well watered. School and Post Office only 2 miles from House. Good 6-roomed house, woolshed, stables, trapshed, sheep yards, sheep dip, etc. TERMS—One-Quarter Cash. bbox=[1632, 705, 1890, 810]
advertisement bbox=[21, 88, 278, 362]
section-heading: AUCTIONS. bbox=[21, 62, 278, 82]
advertisement bbox=[827, 1316, 1084, 1398]
advertisement bbox=[1632, 368, 1890, 537]
ad-signature: Telephone 387. bbox=[916, 1380, 995, 1391]
advertisement bbox=[21, 750, 278, 904]
advertisement bbox=[827, 88, 1084, 182]
advertisement bbox=[289, 1185, 546, 1302]
ad-title: IN BANKRUPTCY. bbox=[886, 1012, 1024, 1028]
ad-signature: N.Z. BUSINESS EXCHANGE, BOX 216, CHRISTCHURCH. bbox=[1392, 408, 1592, 430]
rate-period: 6 Months bbox=[1638, 1857, 1683, 1868]
rate-row bbox=[1638, 1869, 1884, 1883]
ad-body: WANTED to Exchange, Sheep Farm, close Palmerston, 300 acres, £13 10s.; good buildings; owner will take town property; also Leasehold Dairy Farm, 80 acres, close Feilding; good dairy buildings. Apply J. A. NASH AND CO., Palmerston North. bbox=[289, 156, 546, 214]
ad-body: BLACKSMITH'S Shop and Dwelling to lease for a term of years. A good steady single or married man would do well. Ill-health the reason for giving up business. Apply to— J. J. JACKSON, Martinborough. bbox=[289, 343, 546, 389]
advertisement bbox=[1632, 541, 1890, 674]
advertisement bbox=[21, 909, 278, 1040]
ad-title: 15 PER CENT. bbox=[1169, 486, 1278, 502]
ad-title: TO BLACKSMITHS. bbox=[343, 323, 493, 339]
ad-title: HARCOURT AND CO., bbox=[1678, 1597, 1845, 1612]
ad-body: TO PRINTERS.—Wanted a good practical Job Printer, that can do machining, to join another in partnership in good jobbing business; only £150 capital required. Business is thoroughly established in rising township. bbox=[1095, 241, 1352, 287]
